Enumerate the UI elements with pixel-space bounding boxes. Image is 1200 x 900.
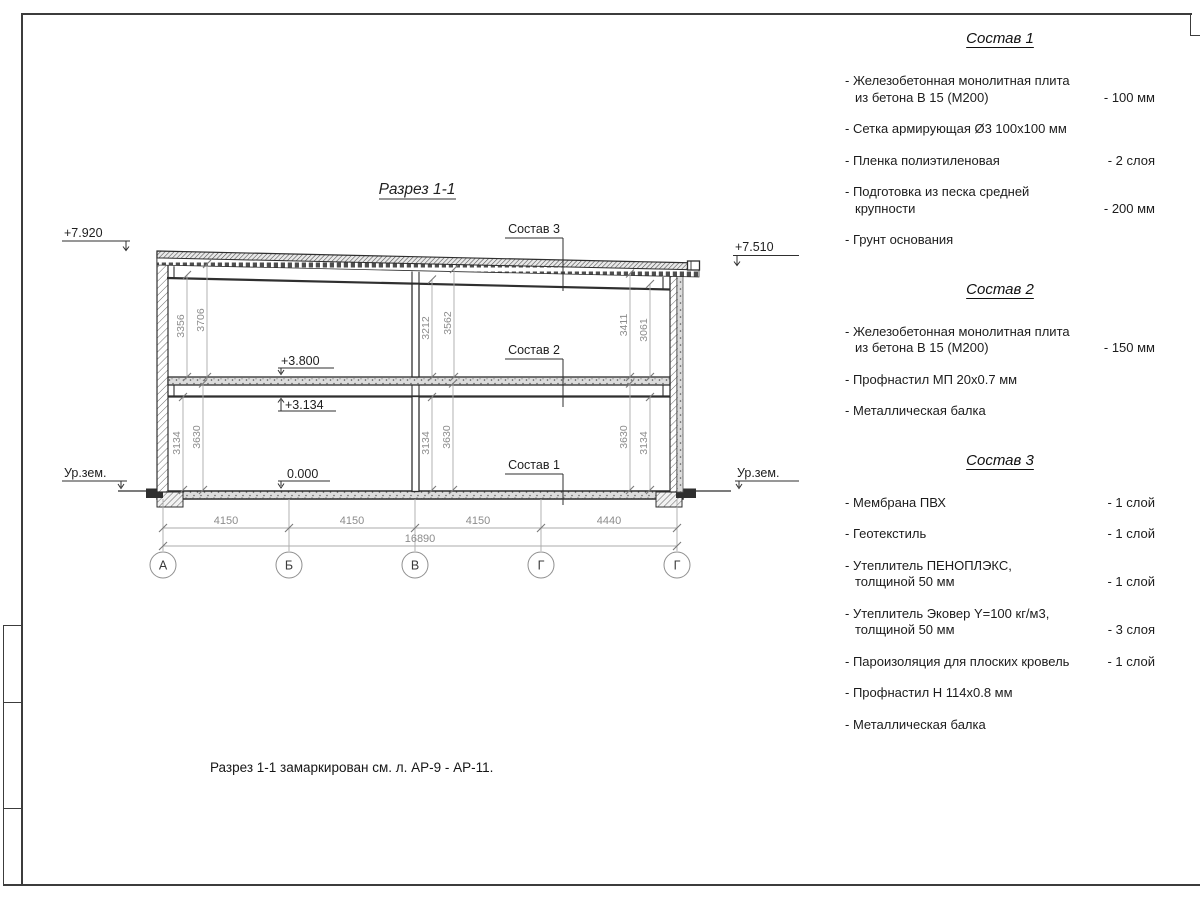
spec-item-text: - Железобетонная монолитная плита из бетона В 15 (М200) [845,73,1070,105]
wall-right-cladding [677,270,683,492]
drawing-note: Разрез 1-1 замаркирован см. л. АР-9 - АР-11. [210,760,494,775]
section-title-text: Разрез 1-1 [378,181,456,198]
wall-right [670,270,677,492]
margin-strip-divider [3,625,21,626]
axis-label-g2: Г [673,558,681,573]
spec-item-amount: - 1 слой [1107,653,1155,669]
spec-item [845,606,1155,639]
margin-strip-divider [3,702,21,703]
axis-label-b: Б [284,558,294,573]
spec-item-text: - Профнастил Н 114x0.8 мм [845,685,1013,700]
spec-item-amount: - 200 мм [1103,200,1155,216]
dim-lower-mid-1: 3134 [420,431,432,455]
spec-item-text: - Пароизоляция для плоских кровель [845,653,1070,669]
spec-item-amount: - 3 слоя [1107,622,1155,637]
level-roof-right-line [733,256,799,266]
spec-item-text: - Металлическая балка [845,403,986,418]
level-roof-left-line [62,241,130,250]
spec-item [845,184,1155,217]
drawing-title [379,181,456,199]
spec-section [845,30,1155,249]
dim-lower-left-2: 3630 [191,425,203,449]
dim-bay-3: 4150 [465,515,491,527]
callout-sostav1-leader [505,474,563,505]
axis-label-a: А [158,558,168,573]
spec-item [845,654,1155,671]
bottom-dimensions [150,499,690,578]
spec-item-text: - Сетка армирующая Ø3 100x100 мм [845,121,1067,136]
level-ground-right: Ур.зем. [737,466,780,480]
dim-upper-mid-2: 3562 [442,311,454,335]
spec-item-text: - Утеплитель ПЕНОПЛЭКС, толщиной 50 мм [845,557,1012,589]
spec-item-text: - Мембрана ПВХ [845,494,946,510]
dim-upper-right-1: 3411 [618,313,630,337]
spec-item [845,232,1155,249]
section-drawing [0,0,830,620]
dim-bay-4: 4440 [596,515,622,527]
spec-item [845,685,1155,702]
spec-item [845,121,1155,138]
spec-item-text: - Подготовка из песка средней крупности [845,184,1030,216]
spec-item [845,495,1155,512]
spec-section-title: Состав 2 [966,280,1034,298]
margin-strip-line [3,625,4,884]
sheet-frame-bottom [3,884,1200,886]
level-ground-right-line [735,481,799,487]
axis-label-g1: Г [537,558,545,573]
spec-item-amount: - 1 слой [1107,574,1155,589]
axis-label-v: В [410,558,420,573]
dim-lower-right-2: 3134 [638,431,650,455]
dim-upper-mid-1: 3212 [420,316,432,340]
roof-edge-cap [688,261,700,270]
spec-section-title: Состав 3 [966,451,1034,469]
spec-item [845,403,1155,420]
floor2-beam-supports [168,385,670,396]
spec-item-text: - Металлическая балка [845,716,986,732]
callout-sostav2: Состав 2 [508,343,560,357]
spec-item [845,153,1155,170]
spec-item-amount: - 150 мм [1103,340,1155,355]
spec-section-title: Состав 1 [966,30,1034,47]
spec-section [845,281,1155,420]
spec-item-text: - Пленка полиэтиленовая [845,152,1000,168]
spec-item [845,526,1155,543]
dim-bay-2: 4150 [339,515,365,527]
dim-lower-left-1: 3134 [171,431,183,455]
callout-sostav1: Состав 1 [508,458,560,472]
dim-bay-1: 4150 [213,515,239,527]
dim-lower-right-1: 3630 [618,425,630,449]
spec-item-amount: - 100 мм [1103,89,1155,105]
spec-panel [845,30,1155,748]
spec-item [845,717,1155,734]
dim-upper-left-1: 3356 [175,314,187,338]
dim-upper-left-2: 3706 [195,308,207,332]
level-beam2: +3.134 [285,398,324,412]
floor2-slab [168,377,670,385]
spec-item [845,372,1155,389]
level-ground-left: Ур.зем. [64,466,107,480]
wall-left [157,252,168,492]
spec-item-text: - Утеплитель Эковер Y=100 кг/м3, толщиной 50 мм [845,605,1050,637]
axis-bubbles [150,552,690,578]
building-structure [118,251,731,507]
spec-item [845,73,1155,106]
level-ground-left-line [62,481,127,487]
dim-lower-mid-2: 3630 [441,425,453,449]
level-floor1: 0.000 [287,467,319,481]
ground-slab [157,491,683,499]
column-upper [412,284,419,377]
spec-item-amount: - 1 слой [1107,526,1155,541]
spec-item [845,558,1155,591]
level-floor2-line [278,368,334,373]
column-lower [412,397,419,492]
spec-item-amount: - 1 слой [1107,494,1155,510]
spec-item-text: - Грунт основания [845,232,954,247]
dim-total: 16890 [404,533,436,545]
spec-item-text: - Профнастил МП 20x0.7 мм [845,371,1018,387]
sheet-corner-box [1190,15,1200,36]
dim-upper-right-2: 3061 [638,318,650,342]
spec-item-text: - Железобетонная монолитная плита из бетона В 15 (М200) [845,323,1070,355]
level-roof-left: +7.920 [64,226,103,240]
spec-item-text: - Геотекстиль [845,526,927,541]
spec-item [845,324,1155,357]
level-floor1-line [278,481,330,486]
level-roof-right: +7.510 [735,240,774,254]
margin-strip-divider [3,808,21,809]
spec-section [845,452,1155,734]
spec-item-amount: - 2 слоя [1107,152,1155,168]
level-floor2: +3.800 [281,354,320,368]
callout-sostav3: Состав 3 [508,222,560,236]
